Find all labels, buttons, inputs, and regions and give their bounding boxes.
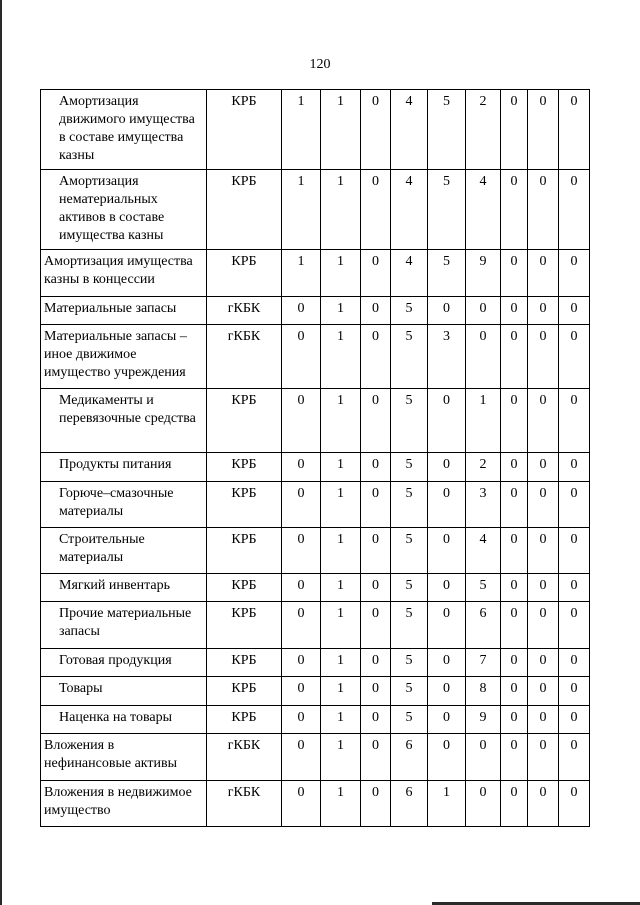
code-digit-cell: 0 — [528, 677, 559, 706]
code-digit-cell: 1 — [321, 677, 361, 706]
table-row — [41, 482, 590, 528]
account-code-table — [40, 89, 590, 827]
code-digit-cell: 4 — [466, 528, 501, 574]
account-name-cell: Прочие материальные запасы — [41, 602, 207, 649]
code-digit-cell: 0 — [282, 389, 321, 453]
account-name-cell: Мягкий инвентарь — [41, 574, 207, 602]
code-digit-cell: 5 — [391, 389, 428, 453]
page-number: 120 — [309, 57, 331, 72]
code-digit-cell: 1 — [321, 297, 361, 325]
account-name-cell: Материальные запасы – иное движимое имущество учреждения — [41, 325, 207, 389]
table-row — [41, 734, 590, 781]
account-name-cell: Амортизация нематериальных активов в составе имущества казны — [41, 170, 207, 250]
code-digit-cell: 0 — [282, 482, 321, 528]
code-digit-cell: 0 — [282, 325, 321, 389]
code-digit-cell: 0 — [361, 677, 391, 706]
code-digit-cell: 0 — [428, 297, 466, 325]
code-digit-cell: 5 — [391, 325, 428, 389]
table-row — [41, 528, 590, 574]
code-digit-cell: 0 — [501, 706, 528, 734]
code-digit-cell: 6 — [391, 781, 428, 827]
code-digit-cell: 0 — [361, 528, 391, 574]
code-digit-cell: 7 — [466, 649, 501, 677]
code-digit-cell: 5 — [391, 602, 428, 649]
code-digit-cell: 5 — [428, 170, 466, 250]
code-digit-cell: 1 — [282, 90, 321, 170]
code-digit-cell: 0 — [528, 297, 559, 325]
table-row — [41, 250, 590, 297]
table-row — [41, 602, 590, 649]
account-name-cell: Вложения в недвижимое имущество — [41, 781, 207, 827]
table-row — [41, 453, 590, 482]
code-digit-cell: 1 — [321, 389, 361, 453]
code-digit-cell: 0 — [428, 734, 466, 781]
code-digit-cell: 5 — [391, 677, 428, 706]
code-type-cell: КРБ — [207, 389, 282, 453]
code-digit-cell: 3 — [428, 325, 466, 389]
code-digit-cell: 0 — [501, 389, 528, 453]
code-digit-cell: 0 — [466, 734, 501, 781]
code-digit-cell: 0 — [559, 677, 590, 706]
code-digit-cell: 0 — [428, 706, 466, 734]
code-digit-cell: 0 — [428, 677, 466, 706]
code-digit-cell: 0 — [528, 325, 559, 389]
code-digit-cell: 0 — [282, 677, 321, 706]
code-digit-cell: 0 — [428, 574, 466, 602]
code-digit-cell: 0 — [501, 649, 528, 677]
code-digit-cell: 0 — [361, 649, 391, 677]
scan-left-edge — [0, 0, 2, 905]
account-name-cell: Медикаменты и перевязочные средства — [41, 389, 207, 453]
code-digit-cell: 0 — [501, 574, 528, 602]
code-digit-cell: 3 — [466, 482, 501, 528]
code-digit-cell: 0 — [501, 297, 528, 325]
code-type-cell: КРБ — [207, 453, 282, 482]
code-digit-cell: 0 — [282, 574, 321, 602]
code-digit-cell: 1 — [321, 90, 361, 170]
code-type-cell: гКБК — [207, 781, 282, 827]
code-digit-cell: 5 — [391, 706, 428, 734]
code-digit-cell: 0 — [559, 389, 590, 453]
code-digit-cell: 5 — [391, 649, 428, 677]
code-digit-cell: 0 — [528, 734, 559, 781]
code-digit-cell: 1 — [428, 781, 466, 827]
code-digit-cell: 1 — [321, 528, 361, 574]
code-digit-cell: 1 — [321, 734, 361, 781]
code-digit-cell: 1 — [321, 453, 361, 482]
code-digit-cell: 0 — [528, 90, 559, 170]
code-digit-cell: 5 — [391, 297, 428, 325]
code-digit-cell: 0 — [501, 734, 528, 781]
code-digit-cell: 0 — [361, 325, 391, 389]
code-digit-cell: 0 — [361, 574, 391, 602]
account-name-cell: Горюче–смазочные материалы — [41, 482, 207, 528]
code-digit-cell: 1 — [282, 250, 321, 297]
code-type-cell: КРБ — [207, 482, 282, 528]
code-type-cell: КРБ — [207, 574, 282, 602]
code-digit-cell: 0 — [361, 90, 391, 170]
code-digit-cell: 0 — [501, 325, 528, 389]
code-digit-cell: 0 — [428, 649, 466, 677]
code-type-cell: гКБК — [207, 325, 282, 389]
code-type-cell: КРБ — [207, 528, 282, 574]
code-digit-cell: 2 — [466, 453, 501, 482]
code-digit-cell: 0 — [282, 649, 321, 677]
code-digit-cell: 6 — [391, 734, 428, 781]
code-digit-cell: 0 — [282, 602, 321, 649]
code-type-cell: гКБК — [207, 297, 282, 325]
code-digit-cell: 0 — [361, 781, 391, 827]
code-digit-cell: 0 — [501, 90, 528, 170]
table-row — [41, 389, 590, 453]
table-row — [41, 706, 590, 734]
code-digit-cell: 0 — [559, 602, 590, 649]
table-row — [41, 170, 590, 250]
table-row — [41, 649, 590, 677]
code-digit-cell: 9 — [466, 250, 501, 297]
code-digit-cell: 4 — [391, 90, 428, 170]
code-digit-cell: 0 — [501, 781, 528, 827]
account-name-cell: Строительные материалы — [41, 528, 207, 574]
code-digit-cell: 5 — [391, 574, 428, 602]
code-digit-cell: 0 — [282, 528, 321, 574]
code-digit-cell: 1 — [321, 250, 361, 297]
code-digit-cell: 0 — [282, 734, 321, 781]
code-type-cell: КРБ — [207, 170, 282, 250]
code-digit-cell: 1 — [321, 574, 361, 602]
code-digit-cell: 1 — [321, 325, 361, 389]
code-digit-cell: 0 — [501, 250, 528, 297]
code-digit-cell: 1 — [321, 649, 361, 677]
code-digit-cell: 1 — [321, 170, 361, 250]
table-row — [41, 90, 590, 170]
code-digit-cell: 0 — [501, 482, 528, 528]
code-digit-cell: 0 — [528, 649, 559, 677]
code-type-cell: КРБ — [207, 90, 282, 170]
code-digit-cell: 0 — [282, 781, 321, 827]
code-digit-cell: 0 — [559, 649, 590, 677]
code-digit-cell: 5 — [391, 528, 428, 574]
code-digit-cell: 0 — [559, 781, 590, 827]
code-digit-cell: 0 — [282, 297, 321, 325]
code-digit-cell: 0 — [559, 453, 590, 482]
code-digit-cell: 0 — [428, 528, 466, 574]
code-digit-cell: 0 — [559, 706, 590, 734]
code-digit-cell: 0 — [466, 781, 501, 827]
code-digit-cell: 0 — [559, 574, 590, 602]
code-digit-cell: 0 — [361, 389, 391, 453]
account-name-cell: Продукты питания — [41, 453, 207, 482]
code-digit-cell: 0 — [282, 453, 321, 482]
code-digit-cell: 0 — [361, 734, 391, 781]
code-digit-cell: 0 — [361, 453, 391, 482]
code-digit-cell: 0 — [528, 706, 559, 734]
account-name-cell: Амортизация движимого имущества в составе имущества казны — [41, 90, 207, 170]
code-digit-cell: 2 — [466, 90, 501, 170]
code-digit-cell: 0 — [559, 90, 590, 170]
account-name-cell: Материальные запасы — [41, 297, 207, 325]
account-name-cell: Товары — [41, 677, 207, 706]
code-digit-cell: 0 — [361, 250, 391, 297]
code-digit-cell: 5 — [391, 482, 428, 528]
code-digit-cell: 4 — [391, 250, 428, 297]
code-digit-cell: 0 — [466, 325, 501, 389]
code-digit-cell: 1 — [466, 389, 501, 453]
code-digit-cell: 0 — [528, 170, 559, 250]
code-type-cell: КРБ — [207, 602, 282, 649]
code-digit-cell: 6 — [466, 602, 501, 649]
code-digit-cell: 0 — [528, 389, 559, 453]
code-digit-cell: 1 — [321, 706, 361, 734]
account-name-cell: Наценка на товары — [41, 706, 207, 734]
table-row — [41, 297, 590, 325]
code-digit-cell: 0 — [361, 706, 391, 734]
code-type-cell: КРБ — [207, 706, 282, 734]
code-digit-cell: 0 — [528, 574, 559, 602]
code-digit-cell: 4 — [466, 170, 501, 250]
code-digit-cell: 0 — [528, 781, 559, 827]
code-digit-cell: 0 — [559, 250, 590, 297]
code-digit-cell: 0 — [501, 677, 528, 706]
code-digit-cell: 0 — [559, 297, 590, 325]
code-digit-cell: 0 — [559, 170, 590, 250]
account-name-cell: Вложения в нефинансовые активы — [41, 734, 207, 781]
code-digit-cell: 0 — [501, 453, 528, 482]
code-digit-cell: 1 — [321, 482, 361, 528]
code-digit-cell: 0 — [501, 528, 528, 574]
code-digit-cell: 0 — [428, 389, 466, 453]
code-digit-cell: 0 — [559, 528, 590, 574]
code-type-cell: КРБ — [207, 649, 282, 677]
code-digit-cell: 0 — [528, 453, 559, 482]
code-digit-cell: 0 — [559, 482, 590, 528]
code-type-cell: КРБ — [207, 677, 282, 706]
table-row — [41, 574, 590, 602]
code-digit-cell: 0 — [282, 706, 321, 734]
code-digit-cell: 0 — [361, 482, 391, 528]
code-digit-cell: 0 — [501, 170, 528, 250]
code-digit-cell: 1 — [321, 781, 361, 827]
table-row — [41, 325, 590, 389]
account-name-cell: Амортизация имущества казны в концессии — [41, 250, 207, 297]
code-digit-cell: 0 — [428, 482, 466, 528]
code-digit-cell: 8 — [466, 677, 501, 706]
code-digit-cell: 4 — [391, 170, 428, 250]
code-digit-cell: 1 — [321, 602, 361, 649]
table-row — [41, 781, 590, 827]
code-digit-cell: 0 — [361, 297, 391, 325]
code-digit-cell: 0 — [428, 602, 466, 649]
table-body — [41, 90, 590, 827]
table-row — [41, 677, 590, 706]
code-digit-cell: 9 — [466, 706, 501, 734]
code-digit-cell: 0 — [361, 602, 391, 649]
code-digit-cell: 0 — [466, 297, 501, 325]
code-digit-cell: 0 — [501, 602, 528, 649]
code-digit-cell: 0 — [528, 250, 559, 297]
code-digit-cell: 5 — [466, 574, 501, 602]
code-type-cell: гКБК — [207, 734, 282, 781]
code-digit-cell: 5 — [391, 453, 428, 482]
code-digit-cell: 0 — [528, 482, 559, 528]
code-digit-cell: 0 — [361, 170, 391, 250]
code-digit-cell: 0 — [528, 602, 559, 649]
code-digit-cell: 1 — [282, 170, 321, 250]
code-digit-cell: 0 — [428, 453, 466, 482]
account-name-cell: Готовая продукция — [41, 649, 207, 677]
code-type-cell: КРБ — [207, 250, 282, 297]
code-digit-cell: 0 — [559, 325, 590, 389]
code-digit-cell: 5 — [428, 250, 466, 297]
code-digit-cell: 5 — [428, 90, 466, 170]
code-digit-cell: 0 — [559, 734, 590, 781]
code-digit-cell: 0 — [528, 528, 559, 574]
